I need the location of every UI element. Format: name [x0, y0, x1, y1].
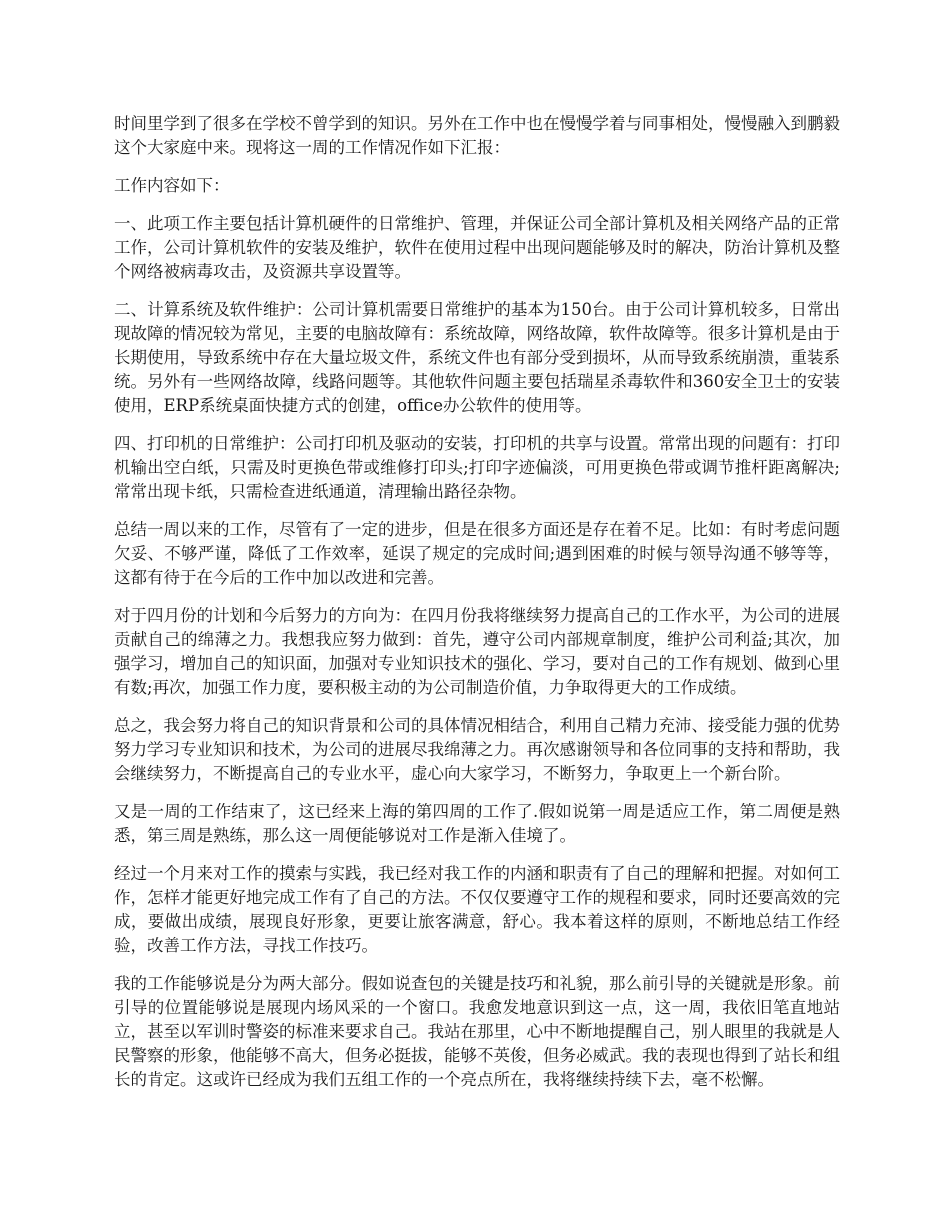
paragraph-item-two: 二、计算系统及软件维护：公司计算机需要日常维护的基本为150台。由于公司计算机较多，日常出现故障的情况较为常见，主要的电脑故障有：系统故障，网络故障，软件故障等。很多计算机是由于长期使用，导致系统中存在大量垃圾文件，系统文件也有部分受到损坏，从而导致系统崩溃，重装系统。另外有一些网络故障，线路问题等。其他软件问题主要包括瑞星杀毒软件和360安全卫士的安装使用，ERP系统桌面快捷方式的创建，office办公软件的使用等。	[114, 300, 840, 415]
paragraph-weekly-summary: 总结一周以来的工作，尽管有了一定的进步，但是在很多方面还是存在着不足。比如：有时考虑问题欠妥、不够严谨，降低了工作效率，延误了规定的完成时间;遇到困难的时候与领导沟通不够等等，这都有待于在今后的工作中加以改进和完善。	[114, 520, 840, 587]
paragraph-one-month-practice: 经过一个月来对工作的摸索与实践，我已经对我工作的内涵和职责有了自己的理解和把握。对如何工作，怎样才能更好地完成工作有了自己的方法。不仅仅要遵守工作的规程和要求，同时还要高效的完成，要做出成绩，展现良好形象，更要让旅客满意，舒心。我本着这样的原则，不断地总结工作经验，改善工作方法，寻找工作技巧。	[114, 864, 840, 955]
paragraph-work-content-heading: 工作内容如下：	[114, 176, 230, 195]
paragraph-two-parts: 我的工作能够说是分为两大部分。假如说查包的关键是技巧和礼貌，那么前引导的关键就是形象。前引导的位置能够说是展现内场风采的一个窗口。我愈发地意识到这一点，这一周，我依旧笔直地站立，甚至以军训时警姿的标准来要求自己。我站在那里，心中不断地提醒自己，别人眼里的我就是人民警察的形象，他能够不高大，但务必挺拔，能够不英俊，但务必威武。我的表现也得到了站长和组长的肯定。这或许已经成为我们五组工作的一个亮点所在，我将继续持续下去，毫不松懈。	[114, 974, 840, 1089]
paragraph-item-one: 一、此项工作主要包括计算机硬件的日常维护、管理，并保证公司全部计算机及相关网络产品的正常工作，公司计算机软件的安装及维护，软件在使用过程中出现问题能够及时的解决，防治计算机及整个网络被病毒攻击，及资源共享设置等。	[114, 214, 840, 281]
paragraph-april-plan: 对于四月份的计划和今后努力的方向为：在四月份我将继续努力提高自己的工作水平，为公司的进展贡献自己的绵薄之力。我想我应努力做到：首先，遵守公司内部规章制度，维护公司利益;其次，加强学习，增加自己的知识面，加强对专业知识技术的强化、学习，要对自己的工作有规划、做到心里有数;再次，加强工作力度，要积极主动的为公司制造价值，力争取得更大的工作成绩。	[114, 606, 840, 697]
paragraph-item-four: 四、打印机的日常维护：公司打印机及驱动的安装，打印机的共享与设置。常常出现的问题有：打印机输出空白纸，只需及时更换色带或维修打印头;打印字迹偏淡，可用更换色带或调节推杆距离解决;常常出现卡纸，只需检查进纸通道，清理输出路径杂物。	[114, 434, 840, 501]
document-page	[114, 112, 840, 1106]
paragraph-conclusion: 总之，我会努力将自己的知识背景和公司的具体情况相结合，利用自己精力充沛、接受能力强的优势努力学习专业知识和技术，为公司的进展尽我绵薄之力。再次感谢领导和各位同事的支持和帮助，我会继续努力，不断提高自己的专业水平，虚心向大家学习，不断努力，争取更上一个新台阶。	[114, 716, 840, 783]
paragraph-fourth-week: 又是一周的工作结束了，这已经来上海的第四周的工作了.假如说第一周是适应工作，第二周便是熟悉，第三周是熟练，那么这一周便能够说对工作是渐入佳境了。	[114, 802, 840, 845]
paragraph-intro-continued: 时间里学到了很多在学校不曾学到的知识。另外在工作中也在慢慢学着与同事相处，慢慢融入到鹏毅这个大家庭中来。现将这一周的工作情况作如下汇报：	[114, 114, 840, 157]
